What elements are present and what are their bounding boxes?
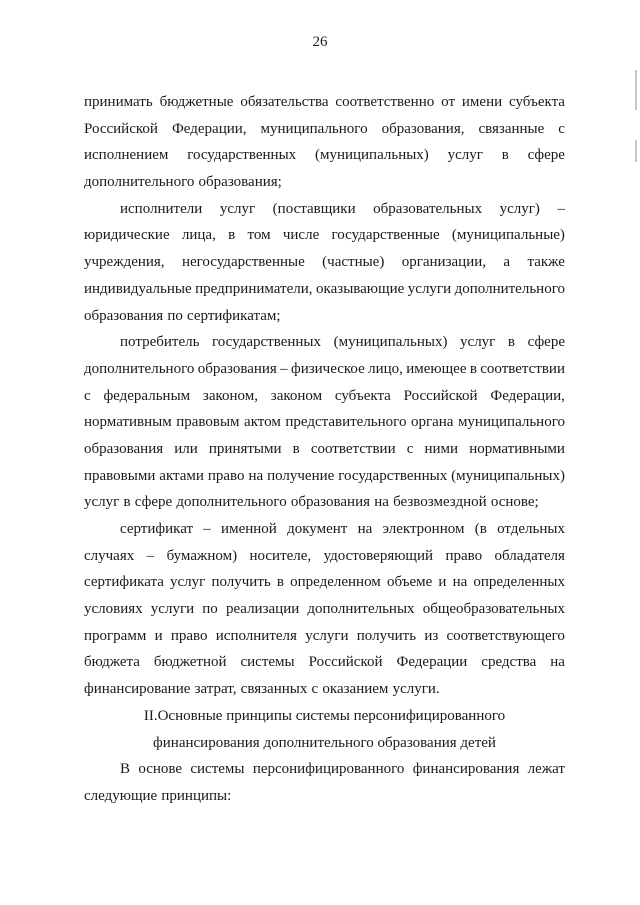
word: –	[557, 200, 565, 217]
word: дополнительного	[84, 360, 195, 377]
word: организации,	[401, 254, 486, 271]
word: сфере	[527, 147, 565, 164]
word: нормативным	[84, 414, 172, 431]
word: –	[280, 360, 288, 377]
word: носителе,	[249, 547, 312, 564]
word: дополнительного	[454, 280, 565, 297]
word: по	[167, 307, 183, 324]
word: услуги	[150, 601, 195, 618]
word: правовым	[176, 414, 240, 431]
word: имеющее	[406, 360, 467, 377]
word: и	[438, 574, 447, 591]
word: бюджетные	[159, 94, 234, 110]
word: услуги	[407, 280, 452, 297]
word: отдельных	[497, 521, 565, 537]
word: персонифицированного	[252, 761, 405, 778]
text-line	[84, 596, 565, 623]
word: сертификатам;	[187, 307, 281, 324]
word: и	[154, 627, 163, 644]
word: потребитель	[120, 334, 200, 351]
word: ними	[424, 440, 459, 457]
word: –	[146, 547, 155, 564]
word: Федерации	[396, 654, 468, 671]
word: случаях	[84, 547, 135, 564]
word: системы	[190, 761, 245, 778]
word: лицо,	[368, 360, 403, 377]
word: индивидуальные	[84, 280, 192, 297]
section-heading-line	[84, 703, 565, 730]
word: (муниципальных)	[314, 147, 429, 164]
word: (муниципальные)	[451, 227, 565, 244]
word: лица,	[181, 227, 216, 244]
word: принятыми	[208, 440, 282, 457]
word: государственные	[331, 227, 440, 244]
text-line	[84, 676, 565, 703]
line-text: II.Основные принципы системы персонифицированного	[143, 707, 506, 724]
word: а	[503, 254, 511, 271]
word: актом	[244, 414, 281, 431]
word: именной	[221, 521, 277, 537]
word: или	[174, 440, 198, 457]
text-line	[84, 303, 565, 330]
text-line	[84, 543, 565, 570]
word: государственных	[338, 467, 448, 484]
word: дополнительных	[307, 601, 415, 618]
word: услуг	[460, 334, 496, 351]
word: дополнительного	[84, 174, 195, 191]
word: обязательства	[240, 94, 329, 110]
word: программ	[84, 627, 147, 644]
word: (муниципальных)	[333, 334, 448, 351]
word: документ	[287, 521, 348, 537]
word: финансирования	[412, 761, 520, 778]
word: также	[527, 254, 565, 271]
word: правовыми	[84, 467, 156, 484]
word: на	[452, 574, 468, 591]
word: исполнителя	[215, 627, 297, 644]
text-line	[84, 196, 565, 223]
word: представительного	[285, 414, 407, 431]
word: обладателя	[494, 547, 565, 564]
word: бюджета	[84, 654, 140, 671]
word: субъекта	[509, 94, 565, 110]
word: государственных	[187, 147, 297, 164]
word: в	[469, 360, 477, 377]
word: образования,	[381, 120, 465, 137]
word: законом	[270, 387, 323, 404]
word: образования	[84, 440, 164, 457]
word: соответственно	[335, 94, 435, 110]
text-line	[84, 569, 565, 596]
word: актами	[159, 467, 204, 484]
word: затрат,	[194, 681, 237, 698]
document-body	[84, 89, 565, 810]
word: образовательных	[373, 200, 483, 217]
word: сфере	[527, 334, 565, 351]
word: –	[203, 521, 211, 537]
word: принимать	[84, 94, 153, 110]
word: услуг	[84, 494, 120, 511]
word: услуги	[305, 627, 349, 644]
word: (муниципальных)	[451, 467, 565, 484]
word: В	[120, 761, 131, 778]
text-line	[84, 489, 565, 516]
word: бумажном)	[166, 547, 238, 564]
word: право	[207, 467, 245, 484]
word: учреждения,	[84, 254, 165, 271]
word: оказанием	[322, 681, 389, 698]
word: физическое	[290, 360, 365, 377]
word: образования;	[198, 174, 282, 191]
word: с	[84, 387, 91, 404]
word: Российской	[84, 120, 158, 137]
text-line	[84, 89, 565, 116]
word: следующие	[84, 787, 158, 804]
word: по	[202, 601, 218, 618]
word: с	[406, 440, 414, 457]
word: сфере	[134, 494, 173, 511]
word: негосударственные	[181, 254, 305, 271]
word: объеме	[386, 574, 433, 591]
page-number: 26	[312, 34, 328, 50]
word: образования	[290, 494, 371, 511]
word: том	[247, 227, 271, 244]
word: (поставщики	[272, 200, 356, 217]
word: сертификат	[120, 521, 194, 537]
word: получение	[267, 467, 335, 484]
word: федеральным	[103, 387, 191, 404]
word: финансирование	[84, 681, 191, 698]
text-line	[84, 516, 565, 543]
word: определенном	[290, 574, 381, 591]
word: оказывающие	[316, 280, 405, 297]
word: (частные)	[322, 254, 385, 271]
word: на	[248, 467, 264, 484]
text-line	[84, 222, 565, 249]
word: системы	[240, 654, 295, 671]
word: электронном	[382, 521, 465, 537]
word: принципы:	[161, 787, 232, 804]
text-line	[84, 142, 565, 169]
word: связанные	[478, 120, 545, 137]
word: основе;	[490, 494, 539, 511]
word: с	[311, 681, 319, 698]
word: реализации	[225, 601, 300, 618]
word: имени	[461, 94, 503, 110]
word: получить	[356, 627, 417, 644]
word: услуг)	[499, 200, 540, 217]
word: нормативными	[469, 440, 565, 457]
word: субъекта	[334, 387, 391, 404]
word: право	[445, 547, 483, 564]
text-line	[84, 169, 565, 196]
word: соответствии	[480, 360, 565, 377]
word: образования	[197, 360, 277, 377]
word: Российской	[308, 654, 383, 671]
word: услуг	[447, 147, 483, 164]
text-line	[84, 623, 565, 650]
word: Федерации,	[171, 120, 247, 137]
text-line	[84, 356, 565, 383]
text-line	[84, 276, 565, 303]
word: муниципального	[457, 414, 565, 431]
section-heading-line	[84, 730, 565, 757]
word: услуг	[170, 574, 206, 591]
word: услуг	[219, 200, 256, 217]
word: безвозмездной	[393, 494, 487, 511]
line-text: финансирования дополнительного образования детей	[153, 734, 496, 751]
word: юридические	[84, 227, 170, 244]
text-line	[84, 116, 565, 143]
word: на	[374, 494, 389, 511]
text-line	[84, 463, 565, 490]
word: числе	[282, 227, 320, 244]
word: бюджетной	[153, 654, 227, 671]
word: от	[441, 94, 455, 110]
word: исполнители	[120, 200, 203, 217]
word: условиях	[84, 601, 143, 618]
text-line	[84, 249, 565, 276]
word: предприниматели,	[195, 280, 313, 297]
scan-edge-mark	[635, 140, 637, 162]
word: в	[501, 147, 509, 164]
text-line	[84, 409, 565, 436]
word: исполнением	[84, 147, 169, 164]
scan-edge-mark	[635, 70, 637, 110]
word: органа	[410, 414, 454, 431]
word: Федерации,	[490, 387, 565, 404]
word: право	[170, 627, 208, 644]
word: соответствующего	[446, 627, 565, 644]
word: сертификата	[84, 574, 164, 591]
word: средства	[481, 654, 537, 671]
text-line	[84, 383, 565, 410]
word: на	[357, 521, 373, 537]
word: в	[276, 574, 284, 591]
word: на	[550, 654, 565, 671]
text-line	[84, 649, 565, 676]
word: (в	[474, 521, 487, 537]
word: общеобразовательных	[422, 601, 565, 618]
word: государственных	[212, 334, 321, 351]
word: соответствии	[310, 440, 396, 457]
word: определенных	[473, 574, 565, 591]
word: Российской	[403, 387, 478, 404]
word: в	[507, 334, 516, 351]
text-line	[84, 329, 565, 356]
word: в	[228, 227, 236, 244]
word: дополнительного	[176, 494, 287, 511]
text-line	[84, 783, 565, 810]
word: в	[123, 494, 131, 511]
word: основе	[138, 761, 183, 778]
word: из	[424, 627, 439, 644]
word: законом,	[202, 387, 259, 404]
word: получить	[211, 574, 271, 591]
word: услуги.	[392, 681, 440, 698]
text-line	[84, 756, 565, 783]
word: образования	[84, 307, 164, 324]
word: в	[292, 440, 300, 457]
word: удостоверяющий	[323, 547, 434, 564]
word: связанных	[240, 681, 308, 698]
text-line	[84, 436, 565, 463]
word: с	[558, 120, 565, 137]
word: муниципального	[260, 120, 368, 137]
word: лежат	[527, 761, 565, 778]
